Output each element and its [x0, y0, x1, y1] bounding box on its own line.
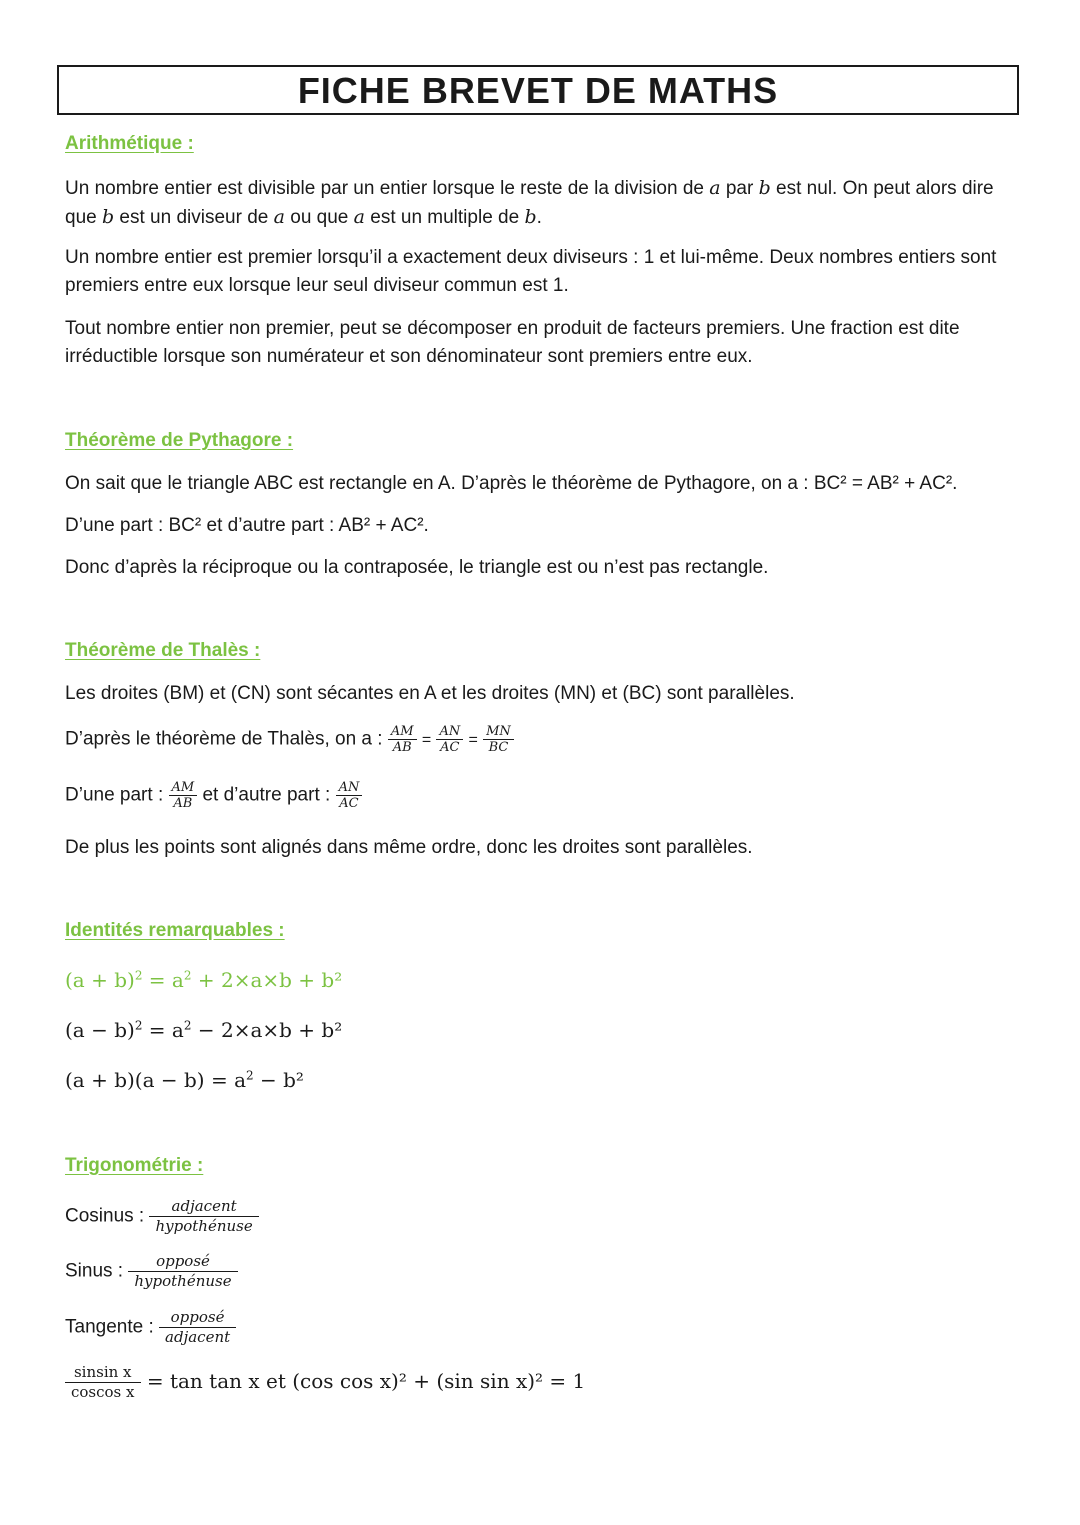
fraction-denominator: coscos x — [71, 1383, 135, 1401]
identity-1-lhs: (a + b) — [65, 968, 135, 992]
thales-l3-mid: et d’autre part : — [197, 784, 336, 806]
section-heading-pythagore: Théorème de Pythagore : — [65, 430, 294, 451]
tangente-label: Tangente : — [65, 1316, 160, 1338]
fraction-numerator: adjacent — [149, 1197, 258, 1217]
fraction-denominator: hypothénuse — [155, 1217, 253, 1235]
thales-l3-prefix: D’une part : — [65, 784, 169, 806]
fraction-denominator: AB — [392, 740, 412, 755]
fraction-denominator: AB — [173, 796, 193, 811]
fraction-mn-bc — [483, 724, 514, 755]
thales-line-2 — [65, 724, 514, 755]
var-a: a — [709, 177, 721, 199]
fraction-denominator: AC — [339, 796, 359, 811]
exponent: 2 — [183, 968, 192, 983]
section-heading-trigonometrie: Trigonométrie : — [65, 1155, 204, 1176]
fraction-denominator: hypothénuse — [134, 1272, 232, 1290]
identity-1-rhs: = a — [142, 968, 184, 992]
trigo-cosinus — [65, 1197, 259, 1236]
identity-3 — [65, 1068, 304, 1092]
fraction-numerator: AM — [388, 724, 417, 740]
identity-1 — [65, 968, 342, 992]
thales-line-3 — [65, 780, 362, 811]
pythagore-line-3: Donc d’après la réciproque ou la contraposée, le triangle est ou n’est pas rectangle. — [65, 557, 769, 578]
arith-p1-text-e: ou que — [284, 207, 354, 228]
arith-paragraph-1 — [65, 174, 1010, 232]
fraction-denominator: BC — [488, 740, 509, 755]
fraction-an-ac — [436, 724, 463, 755]
exponent: 2 — [134, 968, 143, 983]
trigo-tangente — [65, 1308, 236, 1347]
arith-paragraph-3: Tout nombre entier non premier, peut se décomposer en produit de facteurs premiers. Une fraction est dite irréductible lorsque son numérateur et son dénominateur sont premiers entre eux. — [65, 318, 960, 367]
title-box — [57, 65, 1019, 115]
var-a: a — [273, 206, 285, 228]
fraction-numerator: sinsin x — [65, 1363, 141, 1383]
fraction-am-ab — [388, 724, 417, 755]
fraction-cosinus — [149, 1197, 258, 1236]
arith-p1-text-g: . — [536, 207, 542, 228]
exponent: 2 — [183, 1018, 192, 1033]
var-a: a — [353, 206, 365, 228]
exponent: 2 — [246, 1068, 254, 1083]
thales-line-4: De plus les points sont alignés dans même ordre, donc les droites sont parallèles. — [65, 837, 753, 858]
arith-p1-text-f: est un multiple de — [364, 207, 525, 228]
arith-paragraph-2: Un nombre entier est premier lorsqu’il a exactement deux diviseurs : 1 et lui-même. Deux nombres entiers sont premiers entre eux lorsque leur seul diviseur commun est 1. — [65, 247, 997, 296]
thales-line-1: Les droites (BM) et (CN) sont sécantes en A et les droites (MN) et (BC) sont parallèles. — [65, 683, 795, 704]
fraction-denominator: AC — [440, 740, 460, 755]
sinus-label: Sinus : — [65, 1260, 129, 1282]
pythagore-line-2: D’une part : BC² et d’autre part : AB² + AC². — [65, 515, 429, 536]
fraction-numerator: AN — [336, 780, 363, 796]
trigo-identity-rest: = tan tan x et (cos cos x)² + (sin sin x)² = 1 — [140, 1369, 586, 1393]
fraction-numerator: opposé — [128, 1252, 237, 1272]
exponent: 2 — [134, 1018, 143, 1033]
section-heading-thales: Théorème de Thalès : — [65, 640, 261, 661]
page-title: FICHE BREVET DE MATHS — [297, 70, 779, 111]
fraction-tangente — [159, 1308, 236, 1347]
equals-sign: = — [468, 731, 478, 749]
identity-3-lhs: (a + b)(a − b) = a — [65, 1068, 247, 1092]
identity-2-rhs: = a — [142, 1018, 184, 1042]
fraction-numerator: MN — [483, 724, 514, 740]
section-heading-arithmetique: Arithmétique : — [65, 133, 194, 154]
pythagore-line-1: On sait que le triangle ABC est rectangle en A. D’après le théorème de Pythagore, on a : BC² = AB² + AC². — [65, 473, 958, 494]
identity-3-tail: − b² — [253, 1068, 304, 1092]
thales-l2-prefix: D’après le théorème de Thalès, on a : — [65, 728, 388, 750]
arith-p1-text-d: est un diviseur de — [114, 207, 274, 228]
cosinus-label: Cosinus : — [65, 1205, 150, 1227]
arith-p1-text-b: par — [720, 178, 759, 199]
arith-p1-text-c: est nul. On peut alors dire que — [65, 178, 994, 228]
arith-p1-text-a: Un nombre entier est divisible par un entier lorsque le reste de la division de — [65, 178, 710, 199]
fraction-am-ab — [169, 780, 198, 811]
identity-2 — [65, 1018, 342, 1042]
fraction-sin-cos — [65, 1363, 141, 1402]
identity-2-tail: − 2×a×b + b² — [191, 1018, 343, 1042]
fraction-denominator: adjacent — [165, 1328, 231, 1346]
section-heading-identites: Identités remarquables : — [65, 920, 285, 941]
fraction-numerator: AM — [169, 780, 198, 796]
var-b: b — [524, 206, 537, 228]
var-b: b — [101, 206, 115, 228]
trigo-identity — [65, 1363, 585, 1402]
trigo-sinus — [65, 1252, 238, 1291]
equals-sign: = — [421, 731, 432, 749]
var-b: b — [758, 177, 771, 199]
fraction-sinus — [128, 1252, 237, 1291]
fraction-an-ac — [336, 780, 363, 811]
fraction-numerator: AN — [436, 724, 463, 740]
identity-1-tail: + 2×a×b + b² — [191, 968, 343, 992]
fraction-numerator: opposé — [159, 1308, 236, 1328]
identity-2-lhs: (a − b) — [65, 1018, 135, 1042]
